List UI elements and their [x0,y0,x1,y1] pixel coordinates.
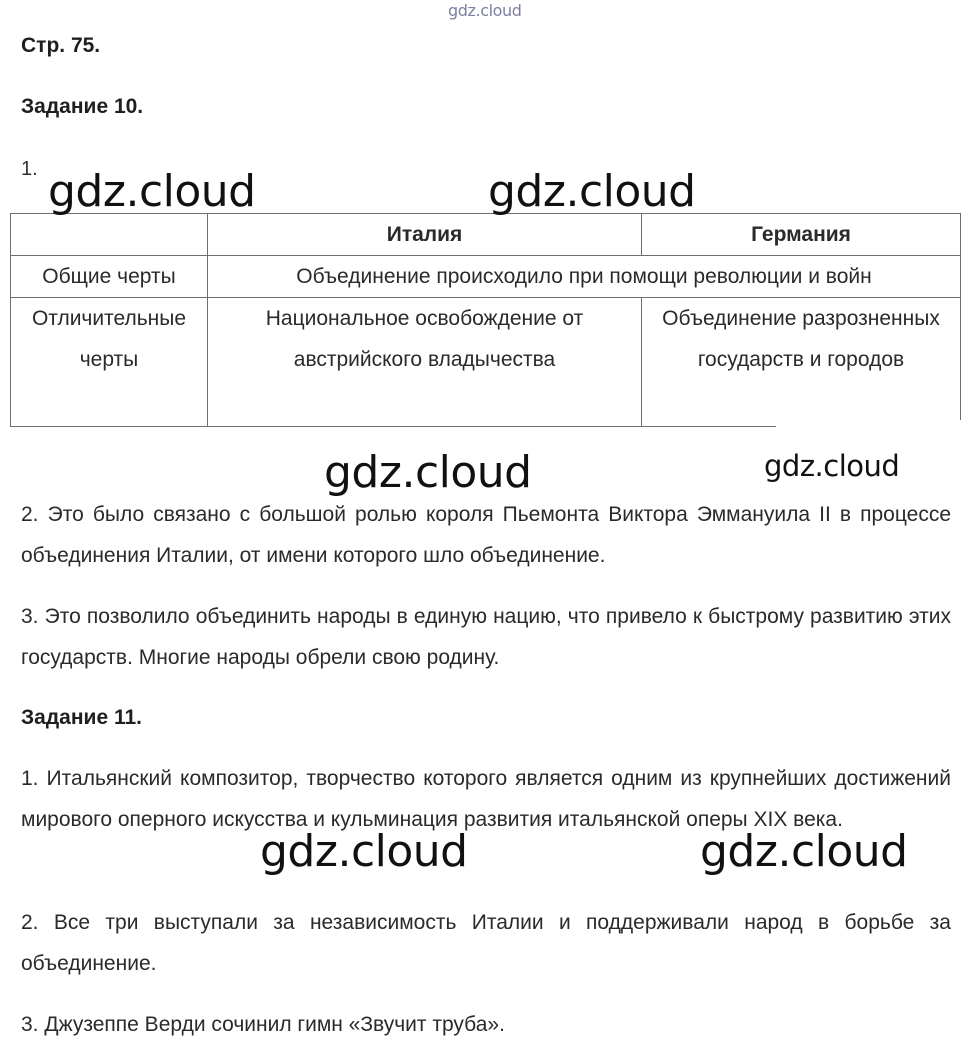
task-11-item-1: 1. Итальянский композитор, творчество которого является одним из крупнейших достижений мирового оперного искусства и кульминация развития итальянской оперы XIX века. [21,767,951,831]
table-header-italy: Италия [208,214,642,256]
task-10-item-2: 2. Это было связано с большой ролью короля Пьемонта Виктора Эммануила II в процессе объединения Италии, от имени которого шло объединение. [21,503,951,567]
distinct-features-germany: Объединение разрозненных государств и городов [642,298,961,427]
watermark: gdz.cloud [324,447,532,498]
table-header-row [11,214,961,256]
watermark: gdz.cloud [260,826,468,877]
table-edge-mask [776,420,970,432]
common-features-value: Объединение происходило при помощи революции и войн [208,256,961,298]
common-features-label: Общие черты [11,256,208,298]
table-row-distinct [11,298,961,427]
watermark-top: gdz.cloud [448,1,522,20]
table-row-common [11,256,961,298]
task-10-item-1-number: 1. [21,158,38,180]
page-reference: Стр. 75. [21,34,101,57]
table-header-germany: Германия [642,214,961,256]
task-11-title: Задание 11. [21,706,142,729]
distinct-features-italy: Национальное освобождение от австрийского владычества [208,298,642,427]
watermark: gdz.cloud [700,826,908,877]
distinct-features-label: Отличительные черты [11,298,208,427]
task-10-title: Задание 10. [21,95,144,118]
task-11-item-2: 2. Все три выступали за независимость Италии и поддерживали народ в борьбе за объединение. [21,911,951,975]
watermark: gdz.cloud [488,166,696,217]
table-header-empty [11,214,208,256]
watermark: gdz.cloud [48,166,256,217]
task-10-item-3: 3. Это позволило объединить народы в единую нацию, что привело к быстрому развитию этих государств. Многие народы обрели свою родину. [21,605,951,669]
watermark: gdz.cloud [764,449,900,483]
task-11-item-3: 3. Джузеппе Верди сочинил гимн «Звучит труба». [21,1013,505,1036]
comparison-table [10,213,961,427]
